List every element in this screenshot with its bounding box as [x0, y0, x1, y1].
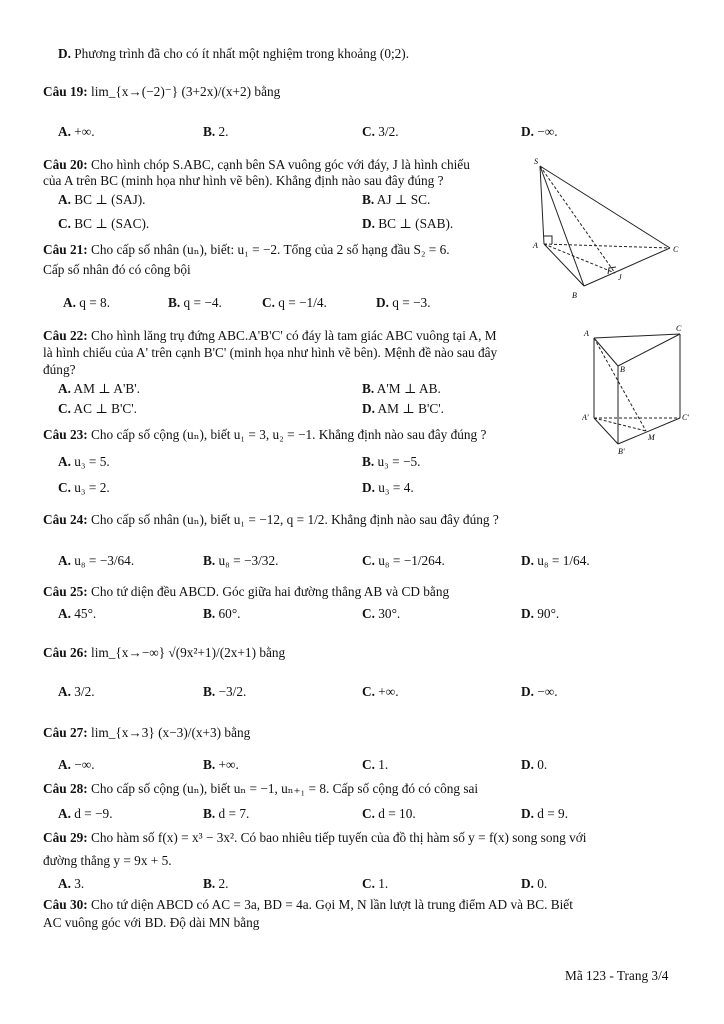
answer-b — [203, 606, 240, 622]
question-stem: lim_{x→(−2)⁻} (3+2x)/(x+2) bằng — [91, 84, 281, 99]
answer-text: −∞. — [537, 124, 558, 139]
answer-c — [362, 124, 399, 140]
answer-text: d = 9. — [537, 806, 569, 821]
edge-ac — [544, 244, 670, 248]
answer-c — [362, 606, 400, 622]
answer-c — [362, 876, 388, 892]
vertex-label: C — [676, 324, 682, 333]
answer-text: 3/2. — [74, 684, 95, 699]
question-stem: Cho hình lăng trụ đứng ABC.A'B'C' có đáy là tam giác ABC vuông tại A, M — [91, 328, 497, 343]
answer-c — [362, 757, 388, 773]
answer-label: D. — [362, 480, 375, 495]
question-stem: Cho tứ diện ABCD có AC = 3a, BD = 4a. Gọi M, N lần lượt là trung điểm AD và BC. Biết — [91, 897, 573, 912]
vertex-label: B — [572, 291, 577, 300]
answer-label: A. — [58, 806, 71, 821]
answer-d — [521, 806, 568, 822]
answer-label: A. — [58, 192, 71, 207]
answer-c — [58, 480, 110, 496]
answer-text: 2. — [218, 876, 229, 891]
answer-label: D. — [376, 295, 389, 310]
answer-text: u₃ = 4. — [378, 480, 414, 495]
answer-label: D. — [521, 684, 534, 699]
question-label: Câu 20: — [43, 157, 88, 172]
question-stem: Cho hàm số f(x) = x³ − 3x². Có bao nhiêu tiếp tuyến của đồ thị hàm số y = f(x) song song với — [91, 830, 587, 845]
answer-text: BC ⊥ (SAC). — [74, 216, 150, 231]
answer-text: u₃ = 2. — [74, 480, 110, 495]
answer-label: B. — [203, 606, 216, 621]
answer-c — [362, 553, 445, 569]
answer-label: C. — [58, 216, 71, 231]
answer-label: A. — [58, 381, 71, 396]
question-stem: Cho cấp số nhân (uₙ), biết: u₁ = −2. Tổng của 2 số hạng đầu S₂ = 6. — [91, 242, 450, 257]
answer-label: B. — [362, 192, 375, 207]
answer-label: C. — [362, 876, 375, 891]
answer-label: B. — [362, 454, 375, 469]
answer-text: 3. — [74, 876, 85, 891]
answer-label: D. — [521, 876, 534, 891]
answer-text: d = 7. — [218, 806, 250, 821]
answer-label: B. — [203, 124, 216, 139]
edge-sc — [540, 166, 670, 248]
pyramid-figure — [530, 156, 690, 304]
answer-text: A'M ⊥ AB. — [376, 381, 441, 396]
answer-text: −∞. — [537, 684, 558, 699]
answer-text: +∞. — [74, 124, 95, 139]
answer-label: D. — [521, 606, 534, 621]
answer-label: C. — [362, 606, 375, 621]
answer-text: u₈ = −1/264. — [378, 553, 445, 568]
answer-d — [521, 876, 547, 892]
answer-text: q = −3. — [392, 295, 431, 310]
answer-label: A. — [58, 553, 71, 568]
question-stem: AC vuông góc với BD. Độ dài MN bằng — [43, 915, 260, 930]
question-label: Câu 29: — [43, 830, 88, 845]
answer-c — [262, 295, 327, 311]
answer-text: u₃ = 5. — [74, 454, 110, 469]
answer-a — [58, 192, 146, 208]
question-stem: Cho cấp số cộng (uₙ), biết uₙ = −1, uₙ₊₁ = 8. Cấp số cộng đó có công sai — [91, 781, 479, 796]
option-text: Phương trình đã cho có ít nhất một nghiệm trong khoảng (0;2). — [74, 46, 410, 61]
question-21-line2 — [43, 262, 191, 278]
question-29 — [43, 830, 586, 846]
answer-label: C. — [362, 684, 375, 699]
answer-b — [168, 295, 222, 311]
answer-a — [58, 381, 140, 397]
answer-c — [362, 684, 399, 700]
answer-d — [521, 606, 559, 622]
question-label: Câu 27: — [43, 725, 88, 740]
edge-a1b1 — [594, 418, 618, 444]
answer-text: 1. — [378, 876, 389, 891]
question-label: Câu 22: — [43, 328, 88, 343]
question-22 — [43, 328, 497, 344]
answer-label: D. — [521, 757, 534, 772]
answer-b — [203, 553, 278, 569]
answer-c — [362, 806, 416, 822]
vertex-label: M — [648, 433, 655, 442]
edge-bc — [584, 248, 670, 286]
segment-am — [594, 338, 646, 431]
answer-a — [58, 757, 95, 773]
answer-text: q = −1/4. — [278, 295, 327, 310]
answer-text: q = −4. — [183, 295, 222, 310]
answer-text: −∞. — [74, 757, 95, 772]
edge-ab — [544, 244, 584, 286]
answer-text: 0. — [537, 757, 548, 772]
answer-text: AM ⊥ B'C'. — [377, 401, 444, 416]
question-stem: Cho hình chóp S.ABC, cạnh bên SA vuông góc với đáy, J là hình chiếu — [91, 157, 470, 172]
answer-text: AC ⊥ B'C'. — [73, 401, 138, 416]
answer-b — [203, 684, 246, 700]
answer-b — [203, 124, 229, 140]
answer-label: B. — [203, 757, 216, 772]
answer-label: A. — [58, 684, 71, 699]
answer-text: +∞. — [378, 684, 399, 699]
question-stem: đường thẳng y = 9x + 5. — [43, 853, 172, 868]
answer-text: d = 10. — [378, 806, 416, 821]
edge-ab — [594, 338, 618, 366]
answer-label: C. — [58, 401, 71, 416]
answer-label: B. — [203, 553, 216, 568]
answer-text: AM ⊥ A'B'. — [73, 381, 140, 396]
question-label: Câu 24: — [43, 512, 88, 527]
right-angle-mark — [544, 236, 552, 244]
option-label: D. — [58, 46, 71, 61]
answer-b — [362, 454, 420, 470]
edge-ac — [594, 334, 680, 338]
answer-text: u₈ = −3/64. — [74, 553, 135, 568]
vertex-label: B' — [618, 447, 625, 456]
answer-a — [58, 684, 95, 700]
vertex-label: J — [618, 273, 622, 282]
question-21 — [43, 242, 450, 258]
vertex-label: B — [620, 365, 625, 374]
question-30-line2 — [43, 915, 259, 931]
answer-a — [58, 606, 96, 622]
answer-d — [362, 480, 414, 496]
answer-text: u₈ = −3/32. — [218, 553, 279, 568]
answer-text: 30°. — [378, 606, 401, 621]
question-stem: Cho cấp số cộng (uₙ), biết u₁ = 3, u₂ = −1. Khẳng định nào sau đây đúng ? — [91, 427, 487, 442]
answer-label: A. — [58, 606, 71, 621]
answer-label: C. — [362, 806, 375, 821]
answer-d — [521, 757, 547, 773]
vertex-label: C — [673, 245, 679, 254]
answer-label: A. — [58, 876, 71, 891]
question-label: Câu 28: — [43, 781, 88, 796]
answer-text: +∞. — [218, 757, 239, 772]
answer-label: C. — [262, 295, 275, 310]
vertex-label: A — [533, 241, 538, 250]
question-22-line2 — [43, 345, 497, 361]
answer-a — [58, 806, 113, 822]
question-stem: Cho tứ diện đều ABCD. Góc giữa hai đường thẳng AB và CD bằng — [91, 584, 450, 599]
answer-text: 3/2. — [378, 124, 399, 139]
segment-sj — [540, 166, 615, 273]
question-stem: Cho cấp số nhân (uₙ), biết u₁ = −12, q = 1/2. Khẳng định nào sau đây đúng ? — [91, 512, 499, 527]
answer-a — [63, 295, 110, 311]
question-24 — [43, 512, 499, 528]
answer-label: C. — [362, 124, 375, 139]
answer-b — [203, 876, 229, 892]
question-label: Câu 25: — [43, 584, 88, 599]
answer-label: B. — [203, 876, 216, 891]
answer-b — [203, 806, 249, 822]
answer-text: 0. — [537, 876, 548, 891]
answer-text: 2. — [218, 124, 229, 139]
question-20 — [43, 157, 470, 173]
answer-text: 90°. — [537, 606, 560, 621]
answer-text: q = 8. — [79, 295, 111, 310]
answer-text: 60°. — [218, 606, 241, 621]
question-stem: lim_{x→3} (x−3)/(x+3) bằng — [91, 725, 251, 740]
answer-d — [376, 295, 431, 311]
answer-c — [58, 401, 137, 417]
question-20-line2 — [43, 173, 444, 189]
answer-text: AJ ⊥ SC. — [376, 192, 431, 207]
question-26 — [43, 645, 285, 661]
answer-a — [58, 876, 84, 892]
answer-text: d = −9. — [74, 806, 113, 821]
answer-label: B. — [203, 684, 216, 699]
question-label: Câu 30: — [43, 897, 88, 912]
question-27 — [43, 725, 250, 741]
page-footer: Mã 123 - Trang 3/4 — [565, 968, 669, 983]
answer-label: D. — [362, 216, 375, 231]
answer-d — [521, 553, 590, 569]
segment-a1m — [594, 418, 646, 431]
answer-d — [362, 216, 453, 232]
answer-text: −3/2. — [218, 684, 247, 699]
answer-label: A. — [58, 454, 71, 469]
question-stem: Cấp số nhân đó có công bội — [43, 262, 191, 277]
answer-label: A. — [58, 757, 71, 772]
question-25 — [43, 584, 449, 600]
question-23 — [43, 427, 486, 443]
prev-option-d — [58, 46, 409, 62]
answer-label: B. — [203, 806, 216, 821]
answer-text: 45°. — [74, 606, 97, 621]
answer-a — [58, 124, 95, 140]
answer-label: A. — [63, 295, 76, 310]
answer-text: u₈ = 1/64. — [537, 553, 590, 568]
answer-d — [521, 124, 558, 140]
edge-bc — [618, 334, 680, 366]
answer-label: A. — [58, 124, 71, 139]
answer-label: D. — [521, 806, 534, 821]
vertex-label: S — [534, 157, 538, 166]
question-label: Câu 26: — [43, 645, 88, 660]
question-label: Câu 23: — [43, 427, 88, 442]
question-19 — [43, 84, 280, 100]
answer-b — [362, 381, 441, 397]
vertex-label: A' — [582, 413, 589, 422]
answer-text: 1. — [378, 757, 389, 772]
vertex-label: C' — [682, 413, 690, 422]
question-stem: là hình chiếu của A' trên cạnh B'C' (minh họa như hình vẽ bên). Mệnh đề nào sau đây — [43, 345, 498, 360]
answer-label: C. — [362, 553, 375, 568]
answer-a — [58, 454, 110, 470]
answer-text: BC ⊥ (SAJ). — [74, 192, 146, 207]
answer-b — [362, 192, 430, 208]
vertex-label: A — [584, 329, 589, 338]
question-label: Câu 19: — [43, 84, 88, 99]
question-28 — [43, 781, 478, 797]
question-30 — [43, 897, 573, 913]
answer-text: BC ⊥ (SAB). — [378, 216, 454, 231]
answer-text: u₃ = −5. — [377, 454, 421, 469]
answer-c — [58, 216, 149, 232]
answer-label: C. — [362, 757, 375, 772]
question-22-line3 — [43, 362, 76, 378]
answer-label: C. — [58, 480, 71, 495]
question-stem: đúng? — [43, 362, 76, 377]
answer-d — [362, 401, 444, 417]
answer-label: D. — [362, 401, 375, 416]
answer-label: B. — [362, 381, 375, 396]
question-stem: lim_{x→−∞} √(9x²+1)/(2x+1) bằng — [91, 645, 286, 660]
edge-sa — [540, 166, 544, 244]
answer-label: B. — [168, 295, 181, 310]
prism-figure — [582, 324, 692, 456]
answer-label: D. — [521, 553, 534, 568]
question-stem: của A trên BC (minh họa như hình vẽ bên). Khẳng định nào sau đây đúng ? — [43, 173, 444, 188]
answer-b — [203, 757, 239, 773]
answer-a — [58, 553, 134, 569]
question-29-line2 — [43, 853, 172, 869]
question-label: Câu 21: — [43, 242, 88, 257]
answer-d — [521, 684, 558, 700]
answer-label: D. — [521, 124, 534, 139]
edge-sb — [540, 166, 584, 286]
